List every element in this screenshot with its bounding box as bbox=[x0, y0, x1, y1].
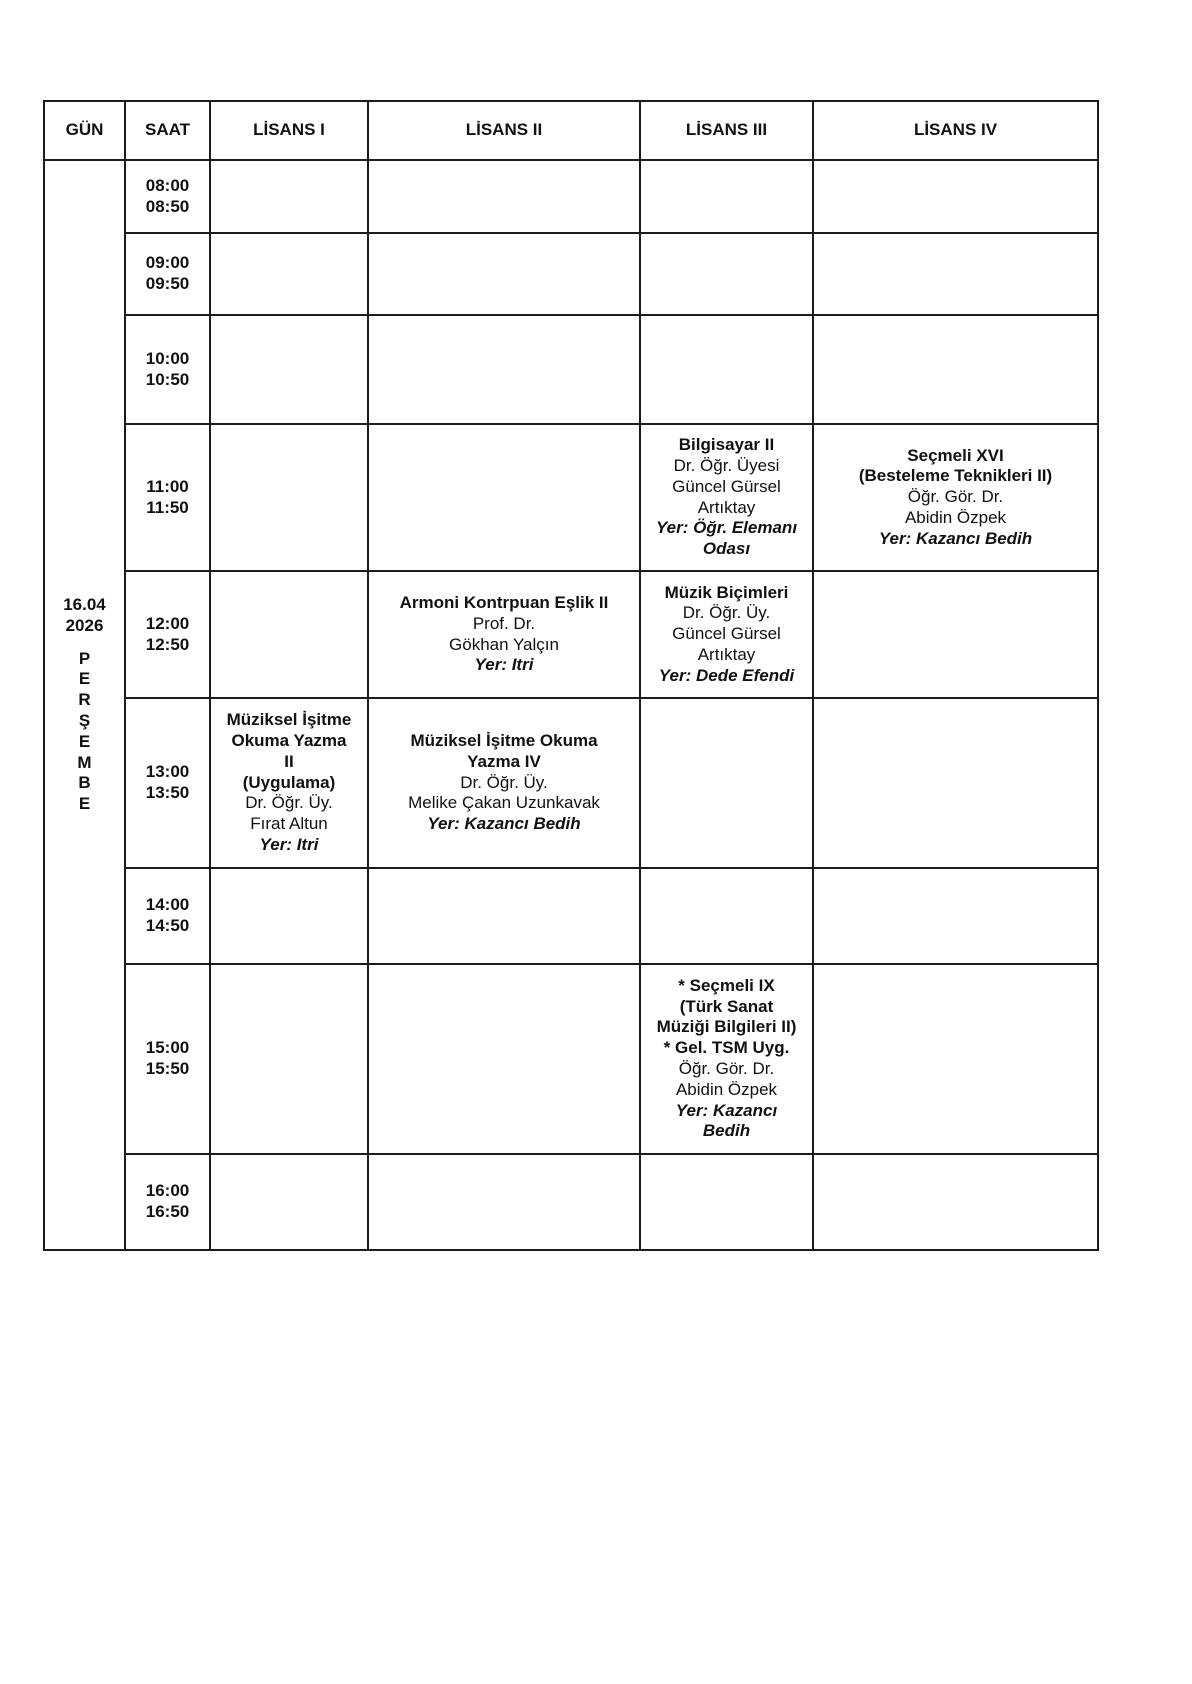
time-start: 15:00 bbox=[145, 1038, 190, 1058]
room-location: Bedih bbox=[702, 1121, 751, 1141]
lecturer-name: Öğr. Gör. Dr. bbox=[678, 1059, 775, 1078]
time-slot-row bbox=[44, 698, 1098, 868]
cell-lisans-3 bbox=[640, 868, 813, 964]
cell-lisans-3 bbox=[640, 315, 813, 424]
lecturer-name: Abidin Özpek bbox=[675, 1079, 778, 1099]
cell-lisans-2 bbox=[368, 571, 640, 698]
header-saat: SAAT bbox=[125, 101, 210, 160]
time-cell bbox=[125, 964, 210, 1154]
cell-lisans-2 bbox=[368, 424, 640, 571]
lecturer-name: Artıktay bbox=[697, 644, 756, 664]
cell-lisans-2 bbox=[368, 698, 640, 868]
course-title: * Seçmeli IX bbox=[678, 975, 775, 995]
time-slot-row bbox=[44, 868, 1098, 964]
weekday-letter: Ş bbox=[78, 711, 91, 730]
time-cell bbox=[125, 233, 210, 315]
lecturer-name: Dr. Öğr. Üy. bbox=[245, 793, 333, 813]
course-title: Müziği Bilgileri II) bbox=[656, 1017, 797, 1037]
room-location: Yer: Öğr. Elemanı bbox=[655, 518, 798, 538]
lecturer-name: Melike Çakan Uzunkavak bbox=[408, 793, 600, 813]
lecturer-name: Güncel Gürsel bbox=[672, 476, 781, 496]
course-title: (Türk Sanat bbox=[679, 996, 774, 1016]
course-title: (Uygulama) bbox=[242, 772, 336, 792]
header-lisans-2: LİSANS II bbox=[368, 101, 640, 160]
time-end: 12:50 bbox=[145, 634, 190, 654]
weekday-letter: E bbox=[78, 669, 91, 689]
time-cell bbox=[125, 698, 210, 868]
time-cell bbox=[125, 424, 210, 571]
cell-lisans-1 bbox=[210, 964, 368, 1154]
course-title: Müziksel İşitme Okuma bbox=[410, 731, 598, 750]
cell-lisans-2 bbox=[368, 233, 640, 315]
weekday-letter: E bbox=[78, 731, 91, 751]
weekday-letter: R bbox=[78, 690, 91, 710]
time-start: 16:00 bbox=[145, 1181, 190, 1201]
cell-lisans-1 bbox=[210, 233, 368, 315]
time-cell bbox=[125, 571, 210, 698]
time-slot-row bbox=[44, 1154, 1098, 1250]
weekday-letter: E bbox=[78, 794, 91, 814]
course-title: Armoni Kontrpuan Eşlik II bbox=[399, 592, 609, 612]
cell-lisans-1 bbox=[210, 160, 368, 233]
lecturer-name: Güncel Gürsel bbox=[672, 624, 781, 644]
time-start: 11:00 bbox=[146, 476, 189, 496]
header-row bbox=[44, 101, 1098, 160]
time-slot-row bbox=[44, 964, 1098, 1154]
schedule-header bbox=[44, 101, 1098, 160]
time-end: 11:50 bbox=[146, 497, 189, 517]
cell-lisans-4 bbox=[813, 1154, 1098, 1250]
cell-lisans-4 bbox=[813, 315, 1098, 424]
time-end: 13:50 bbox=[145, 783, 190, 802]
course-title: Yazma IV bbox=[467, 751, 541, 771]
cell-lisans-1 bbox=[210, 868, 368, 964]
time-start: 13:00 bbox=[145, 762, 190, 782]
cell-lisans-4 bbox=[813, 424, 1098, 571]
course-title: * Gel. TSM Uyg. bbox=[663, 1038, 790, 1058]
time-slot-row bbox=[44, 233, 1098, 315]
header-lisans-4: LİSANS IV bbox=[813, 101, 1098, 160]
course-title: Müziksel İşitme bbox=[226, 710, 352, 730]
room-location: Yer: Dede Efendi bbox=[658, 665, 795, 685]
time-slot-row bbox=[44, 160, 1098, 233]
cell-lisans-2 bbox=[368, 868, 640, 964]
room-location: Yer: Kazancı bbox=[675, 1100, 778, 1120]
header-lisans-1: LİSANS I bbox=[210, 101, 368, 160]
schedule-table bbox=[43, 100, 1099, 1251]
cell-lisans-1 bbox=[210, 315, 368, 424]
day-date: 16.04 bbox=[63, 595, 106, 615]
weekday-letter: M bbox=[77, 752, 92, 772]
cell-lisans-4 bbox=[813, 233, 1098, 315]
header-lisans-3: LİSANS III bbox=[640, 101, 813, 160]
time-start: 10:00 bbox=[145, 348, 190, 368]
cell-lisans-4 bbox=[813, 160, 1098, 233]
room-location: Yer: Kazancı Bedih bbox=[427, 814, 581, 834]
cell-lisans-2 bbox=[368, 1154, 640, 1250]
lecturer-name: Prof. Dr. bbox=[472, 613, 536, 633]
time-cell bbox=[125, 315, 210, 424]
lecturer-name: Abidin Özpek bbox=[904, 507, 1007, 527]
time-end: 08:50 bbox=[145, 196, 190, 216]
cell-lisans-3 bbox=[640, 698, 813, 868]
time-start: 09:00 bbox=[145, 253, 190, 273]
day-year: 2026 bbox=[65, 615, 104, 635]
room-location: Yer: Itri bbox=[259, 834, 319, 854]
time-end: 09:50 bbox=[145, 274, 190, 293]
time-start: 14:00 bbox=[145, 895, 190, 915]
time-end: 14:50 bbox=[145, 916, 190, 935]
course-title: II bbox=[284, 751, 294, 771]
header-gun: GÜN bbox=[44, 101, 125, 160]
weekday-letter: P bbox=[78, 648, 91, 668]
time-cell bbox=[125, 868, 210, 964]
course-title: Bilgisayar II bbox=[678, 435, 775, 455]
cell-lisans-2 bbox=[368, 315, 640, 424]
cell-lisans-4 bbox=[813, 571, 1098, 698]
cell-lisans-3 bbox=[640, 1154, 813, 1250]
time-cell bbox=[125, 1154, 210, 1250]
course-title: Okuma Yazma bbox=[231, 731, 347, 750]
cell-lisans-2 bbox=[368, 964, 640, 1154]
day-spacer bbox=[48, 637, 121, 649]
time-slot-row bbox=[44, 571, 1098, 698]
time-start: 08:00 bbox=[145, 175, 190, 195]
lecturer-name: Fırat Altun bbox=[250, 814, 328, 834]
lecturer-name: Öğr. Gör. Dr. bbox=[907, 487, 1004, 507]
room-location: Yer: Kazancı Bedih bbox=[878, 528, 1033, 548]
time-slot-row bbox=[44, 315, 1098, 424]
cell-lisans-1 bbox=[210, 571, 368, 698]
cell-lisans-4 bbox=[813, 964, 1098, 1154]
time-end: 10:50 bbox=[145, 369, 190, 389]
time-cell bbox=[125, 160, 210, 233]
cell-lisans-4 bbox=[813, 698, 1098, 868]
time-end: 16:50 bbox=[145, 1202, 190, 1221]
room-location: Yer: Itri bbox=[474, 655, 534, 675]
course-title: Seçmeli XVI bbox=[907, 445, 1004, 465]
schedule-body bbox=[44, 160, 1098, 1250]
cell-lisans-3 bbox=[640, 571, 813, 698]
time-end: 15:50 bbox=[145, 1059, 190, 1078]
lecturer-name: Dr. Öğr. Üy. bbox=[460, 772, 548, 792]
lecturer-name: Dr. Öğr. Üyesi bbox=[673, 455, 780, 475]
course-title: Müzik Biçimleri bbox=[664, 582, 789, 602]
time-start: 12:00 bbox=[145, 613, 190, 633]
cell-lisans-1 bbox=[210, 1154, 368, 1250]
cell-lisans-3 bbox=[640, 233, 813, 315]
cell-lisans-3 bbox=[640, 160, 813, 233]
cell-lisans-4 bbox=[813, 868, 1098, 964]
weekday-letter: B bbox=[78, 773, 91, 793]
cell-lisans-1 bbox=[210, 698, 368, 868]
cell-lisans-1 bbox=[210, 424, 368, 571]
room-location: Odası bbox=[702, 539, 751, 559]
lecturer-name: Dr. Öğr. Üy. bbox=[682, 603, 771, 623]
cell-lisans-3 bbox=[640, 964, 813, 1154]
day-cell bbox=[44, 160, 125, 1250]
lecturer-name: Gökhan Yalçın bbox=[449, 634, 559, 654]
course-title: (Besteleme Teknikleri II) bbox=[858, 466, 1053, 486]
time-slot-row bbox=[44, 424, 1098, 571]
cell-lisans-3 bbox=[640, 424, 813, 571]
cell-lisans-2 bbox=[368, 160, 640, 233]
lecturer-name: Artıktay bbox=[697, 497, 756, 517]
